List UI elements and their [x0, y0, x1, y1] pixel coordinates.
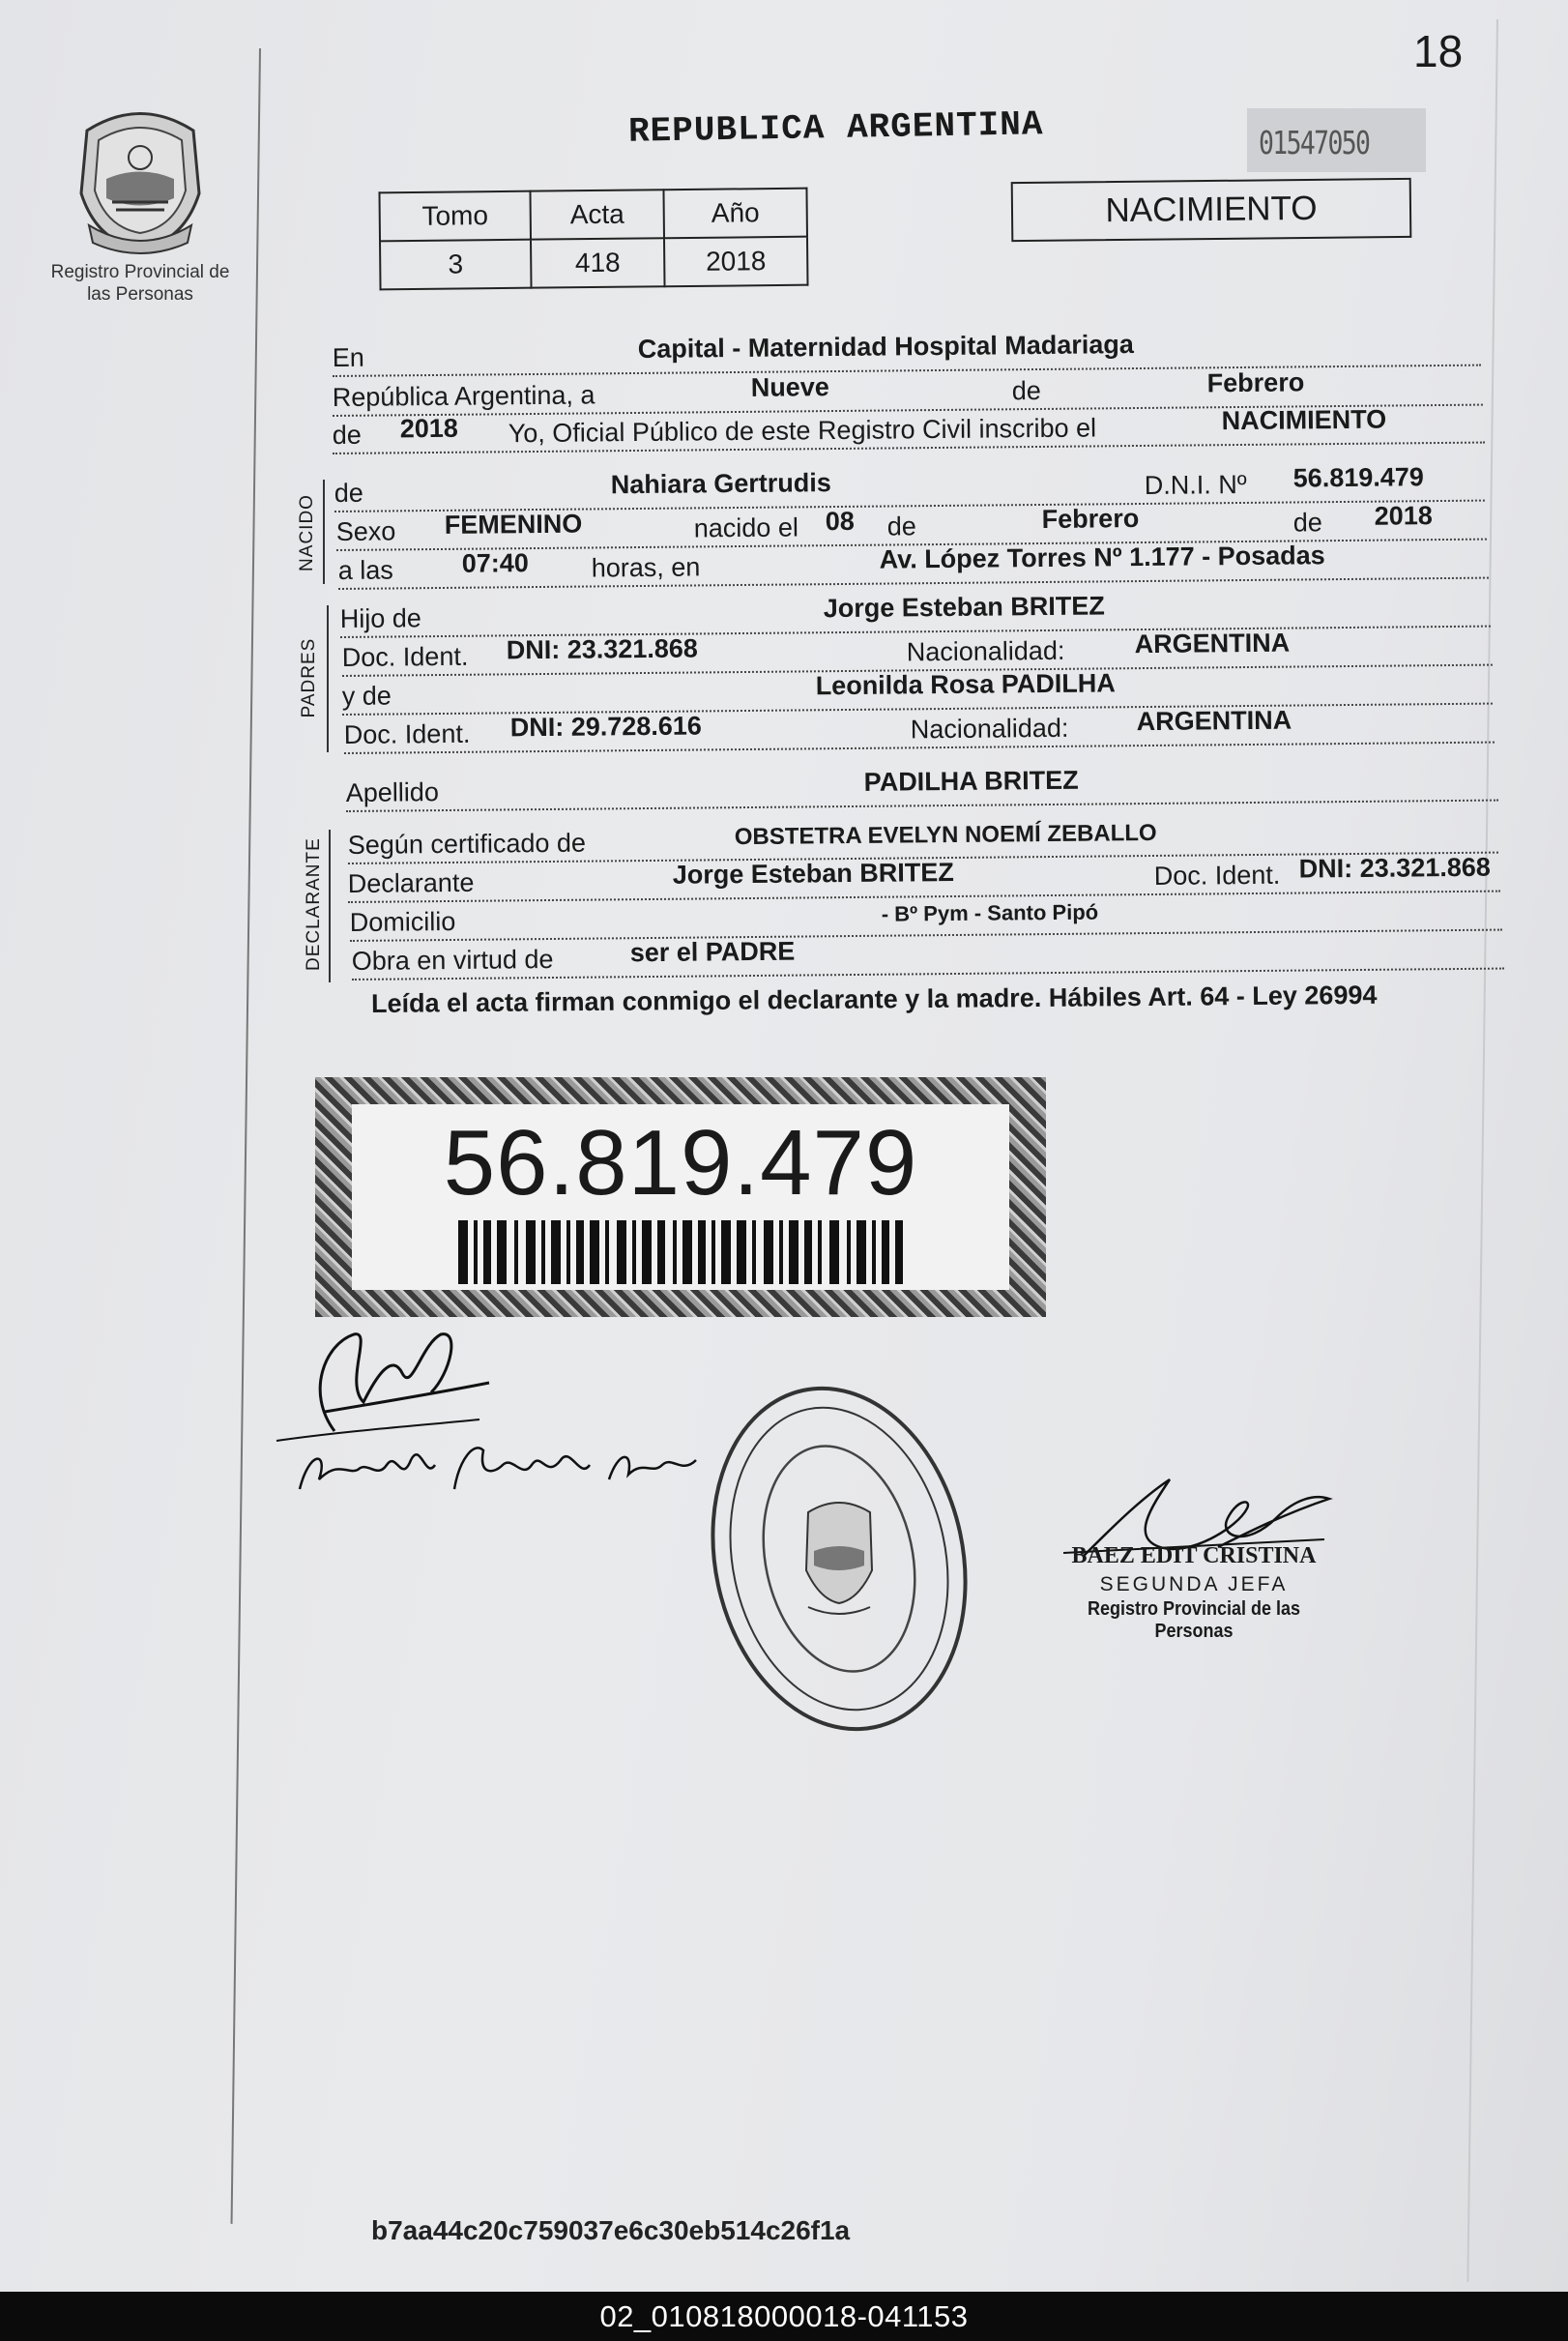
registrar-block — [1039, 1543, 1349, 1643]
acta-value: 418 — [531, 238, 665, 287]
horas-label: horas, en — [591, 552, 701, 583]
mother-nat-label: Nacionalidad: — [910, 713, 1069, 745]
declarante-doc-label: Doc. Ident. — [1153, 860, 1281, 891]
hijo-de-label: Hijo de — [339, 603, 421, 634]
en-label: En — [332, 342, 364, 373]
birth-de2-label: de — [1292, 508, 1322, 538]
certificado-value: OBSTETRA EVELYN NOEMÍ ZEBALLO — [734, 819, 1157, 851]
serial-number: 01547050 — [1259, 124, 1370, 161]
barcode-icon — [458, 1220, 903, 1284]
father-doc-value: DNI: 23.321.868 — [506, 633, 699, 665]
table-header-ano: Año — [663, 189, 807, 239]
mother-doc-label: Doc. Ident. — [343, 718, 471, 750]
certificado-label: Según certificado de — [347, 828, 587, 861]
father-doc-label: Doc. Ident. — [341, 641, 469, 673]
declarante-section-label: DECLARANTE — [304, 837, 324, 971]
republica-label: República Argentina, a — [332, 380, 595, 413]
document-hash: b7aa44c20c759037e6c30eb514c26f1a — [371, 2215, 851, 2245]
de-label: de — [1011, 375, 1041, 406]
nacido-time-line — [338, 541, 1489, 590]
tomo-acta-ano-table — [378, 188, 808, 291]
birth-day-value: 08 — [825, 506, 855, 537]
place-value: Capital - Maternidad Hospital Madariaga — [637, 330, 1134, 364]
table-value-row — [380, 237, 807, 290]
footer-strip: 02_010818000018-041153 — [0, 2292, 1568, 2341]
nacido-section-label: NACIDO — [297, 494, 317, 571]
mother-doc-line — [344, 705, 1495, 754]
year-prefix-label: de — [332, 420, 362, 451]
sexo-label: Sexo — [335, 516, 396, 547]
declarante-label: Declarante — [347, 867, 475, 899]
mother-nat-value: ARGENTINA — [1136, 705, 1292, 737]
dni-label-card — [315, 1077, 1046, 1317]
dni-label-number: 56.819.479 — [443, 1111, 918, 1214]
dni-label: D.N.I. Nº — [1144, 469, 1247, 500]
country-title: REPUBLICA ARGENTINA — [627, 104, 1044, 152]
a-las-label: a las — [337, 555, 393, 586]
apellido-line — [346, 763, 1498, 812]
time-value: 07:40 — [461, 548, 529, 578]
declarante-name-value: Jorge Esteban BRITEZ — [672, 857, 954, 890]
domicilio-label: Domicilio — [349, 906, 456, 938]
day-words-value: Nueve — [750, 372, 829, 402]
apellido-value: PADILHA BRITEZ — [863, 765, 1079, 797]
nacido-bracket — [323, 480, 325, 584]
year-value: 2018 — [399, 413, 458, 444]
nacido-el-label: nacido el — [693, 512, 799, 543]
mother-doc-value: DNI: 29.728.616 — [509, 711, 703, 743]
mother-signature-icon — [290, 1421, 725, 1508]
registrar-name: BAEZ EDIT CRISTINA — [1071, 1543, 1317, 1568]
birth-year-value: 2018 — [1374, 501, 1433, 531]
table-header-tomo: Tomo — [379, 191, 531, 242]
birth-month-value: Febrero — [1041, 504, 1140, 534]
month-value: Febrero — [1206, 367, 1305, 398]
table-header-acta: Acta — [530, 190, 664, 239]
sexo-value: FEMENINO — [444, 509, 583, 540]
padres-section-label: PADRES — [299, 637, 319, 718]
record-type-box: NACIMIENTO — [1011, 178, 1412, 242]
ano-value: 2018 — [664, 237, 808, 287]
nacido-dni-value: 56.819.479 — [1292, 462, 1424, 493]
event-value: NACIMIENTO — [1221, 404, 1387, 436]
declarante-doc-value: DNI: 23.321.868 — [1298, 852, 1491, 884]
registrar-org: Registro Provincial de las Personas — [1087, 1598, 1301, 1642]
y-de-label: y de — [341, 681, 392, 712]
official-stamp-icon — [694, 1367, 994, 1744]
provincial-seal-icon — [68, 102, 213, 256]
left-margin-line — [231, 48, 261, 2224]
declarante-bracket — [329, 830, 331, 982]
registrar-role: SEGUNDA JEFA — [1099, 1573, 1289, 1595]
birth-de-label: de — [886, 512, 916, 541]
page-number: 18 — [1413, 26, 1464, 76]
inscribo-label: Yo, Oficial Público de este Registro Civil inscribo el — [508, 413, 1097, 449]
obra-value: ser el PADRE — [629, 936, 796, 968]
apellido-label: Apellido — [345, 777, 440, 808]
domicilio-value: - Bº Pym - Santo Pipó — [881, 899, 1099, 926]
nacido-de-label: de — [334, 478, 363, 509]
registry-label: Registro Provincial de las Personas — [50, 262, 230, 305]
tomo-value: 3 — [380, 240, 532, 290]
father-nat-value: ARGENTINA — [1134, 628, 1291, 659]
closing-statement: Leída el acta firman conmigo el declarante y la madre. Hábiles Art. 64 - Ley 26994 — [370, 980, 1378, 1018]
mother-name-value: Leonilda Rosa PADILHA — [815, 668, 1116, 701]
padres-bracket — [327, 605, 329, 752]
address-value: Av. López Torres Nº 1.177 - Posadas — [879, 541, 1325, 574]
table-header-row — [379, 189, 806, 242]
nacido-name-value: Nahiara Gertrudis — [610, 468, 831, 500]
father-name-value: Jorge Esteban BRITEZ — [823, 591, 1105, 624]
father-nat-label: Nacionalidad: — [906, 635, 1065, 667]
dni-label-inner — [352, 1104, 1009, 1290]
obra-label: Obra en virtud de — [351, 944, 554, 977]
